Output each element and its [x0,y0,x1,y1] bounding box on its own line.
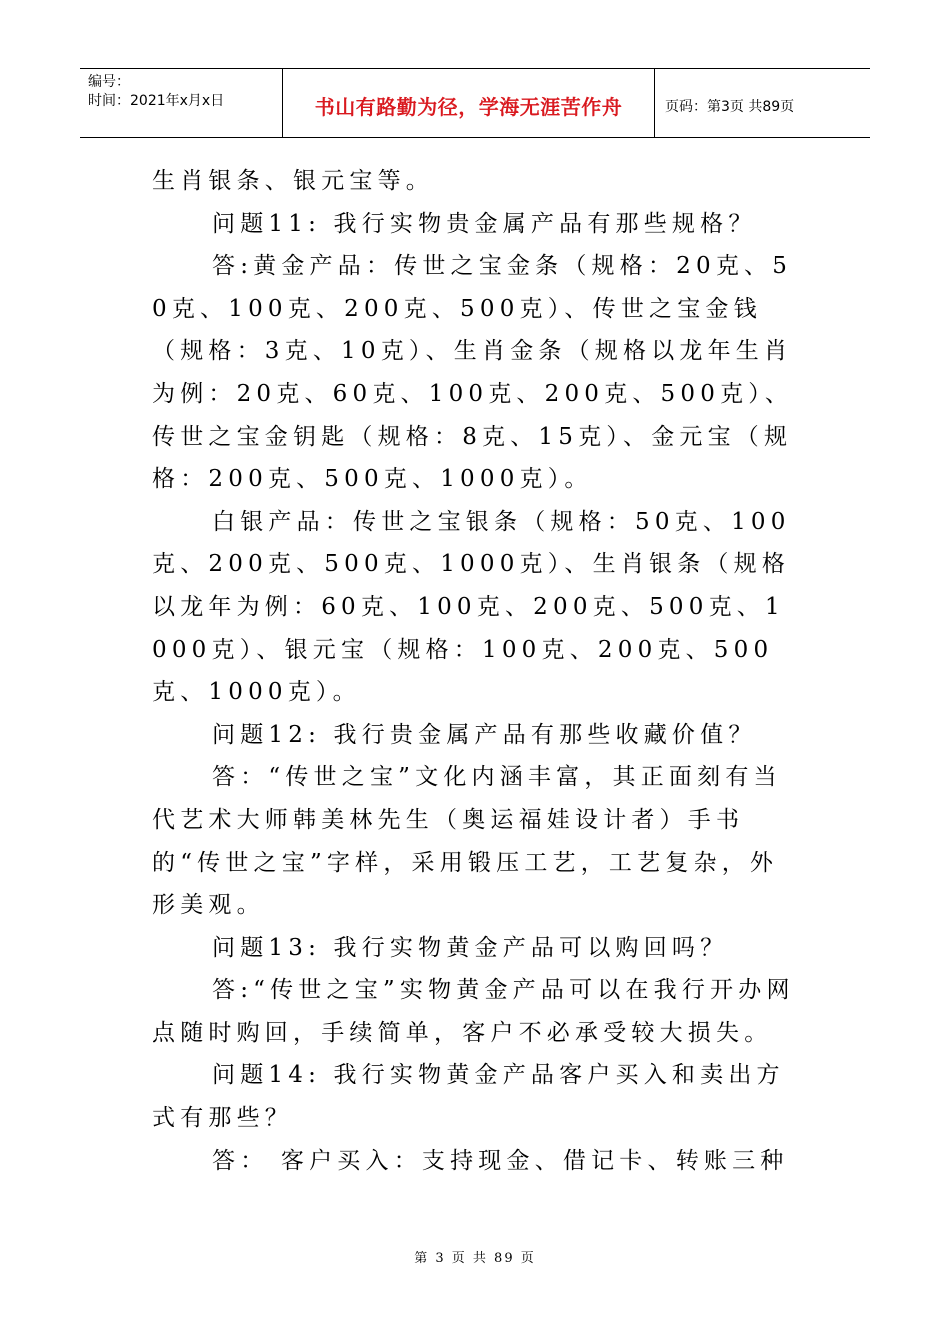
document-time-label: 时间：2021年x月x日 [88,93,225,109]
header-meta [80,69,283,137]
question-11: 问题11: 我行实物贵金属产品有那些规格？ [212,210,757,237]
answer-12: 答：“传世之宝”文化内涵丰富，其正面刻有当代艺术大师韩美林先生（奥运福娃设计者）手书的“传世之宝”字样，采用锻压工艺，工艺复杂，外形美观。 [152,764,782,919]
page-header [80,68,870,138]
header-page-info: 页码：第3页 共89页 [665,99,795,115]
question-13: 问题13: 我行实物黄金产品可以购回吗？ [212,934,729,961]
answer-14: 答： 客户买入：支持现金、借记卡、转账三种 [212,1147,789,1174]
page-footer: 第 3 页 共 89 页 [414,1251,536,1266]
document-number-label: 编号： [88,74,130,90]
header-motto: 书山有路勤为径，学海无涯苦作舟 [283,69,655,137]
question-12: 问题12: 我行贵金属产品有那些收藏价值？ [212,721,757,748]
question-14: 问题14: 我行实物黄金产品客户买入和卖出方式有那些？ [152,1062,785,1132]
answer-11-gold: 答:黄金产品：传世之宝金条（规格：20克、50克、100克、200克、500克）、传世之宝金钱（规格：3克、10克）、生肖金条（规格以龙年生肖为例：20克、60克、100克、200克、500克）、传世之宝金钥匙（规格：8克、15克）、金元宝（规格：200克、500克、1000克）。 [152,253,794,493]
answer-11-silver: 白银产品：传世之宝银条（规格：50克、100克、200克、500克、1000克）、生肖银条（规格以龙年为例：60克、100克、200克、500克、1000克）、银元宝（规格：100克、200克、500克、1000克）。 [152,508,791,706]
paragraph-continuation: 生肖银条、银元宝等。 [152,168,434,194]
document-body [152,160,802,1182]
answer-13: 答:“传世之宝”实物黄金产品可以在我行开办网点随时购回，手续简单，客户不必承受较大损失。 [152,977,795,1046]
